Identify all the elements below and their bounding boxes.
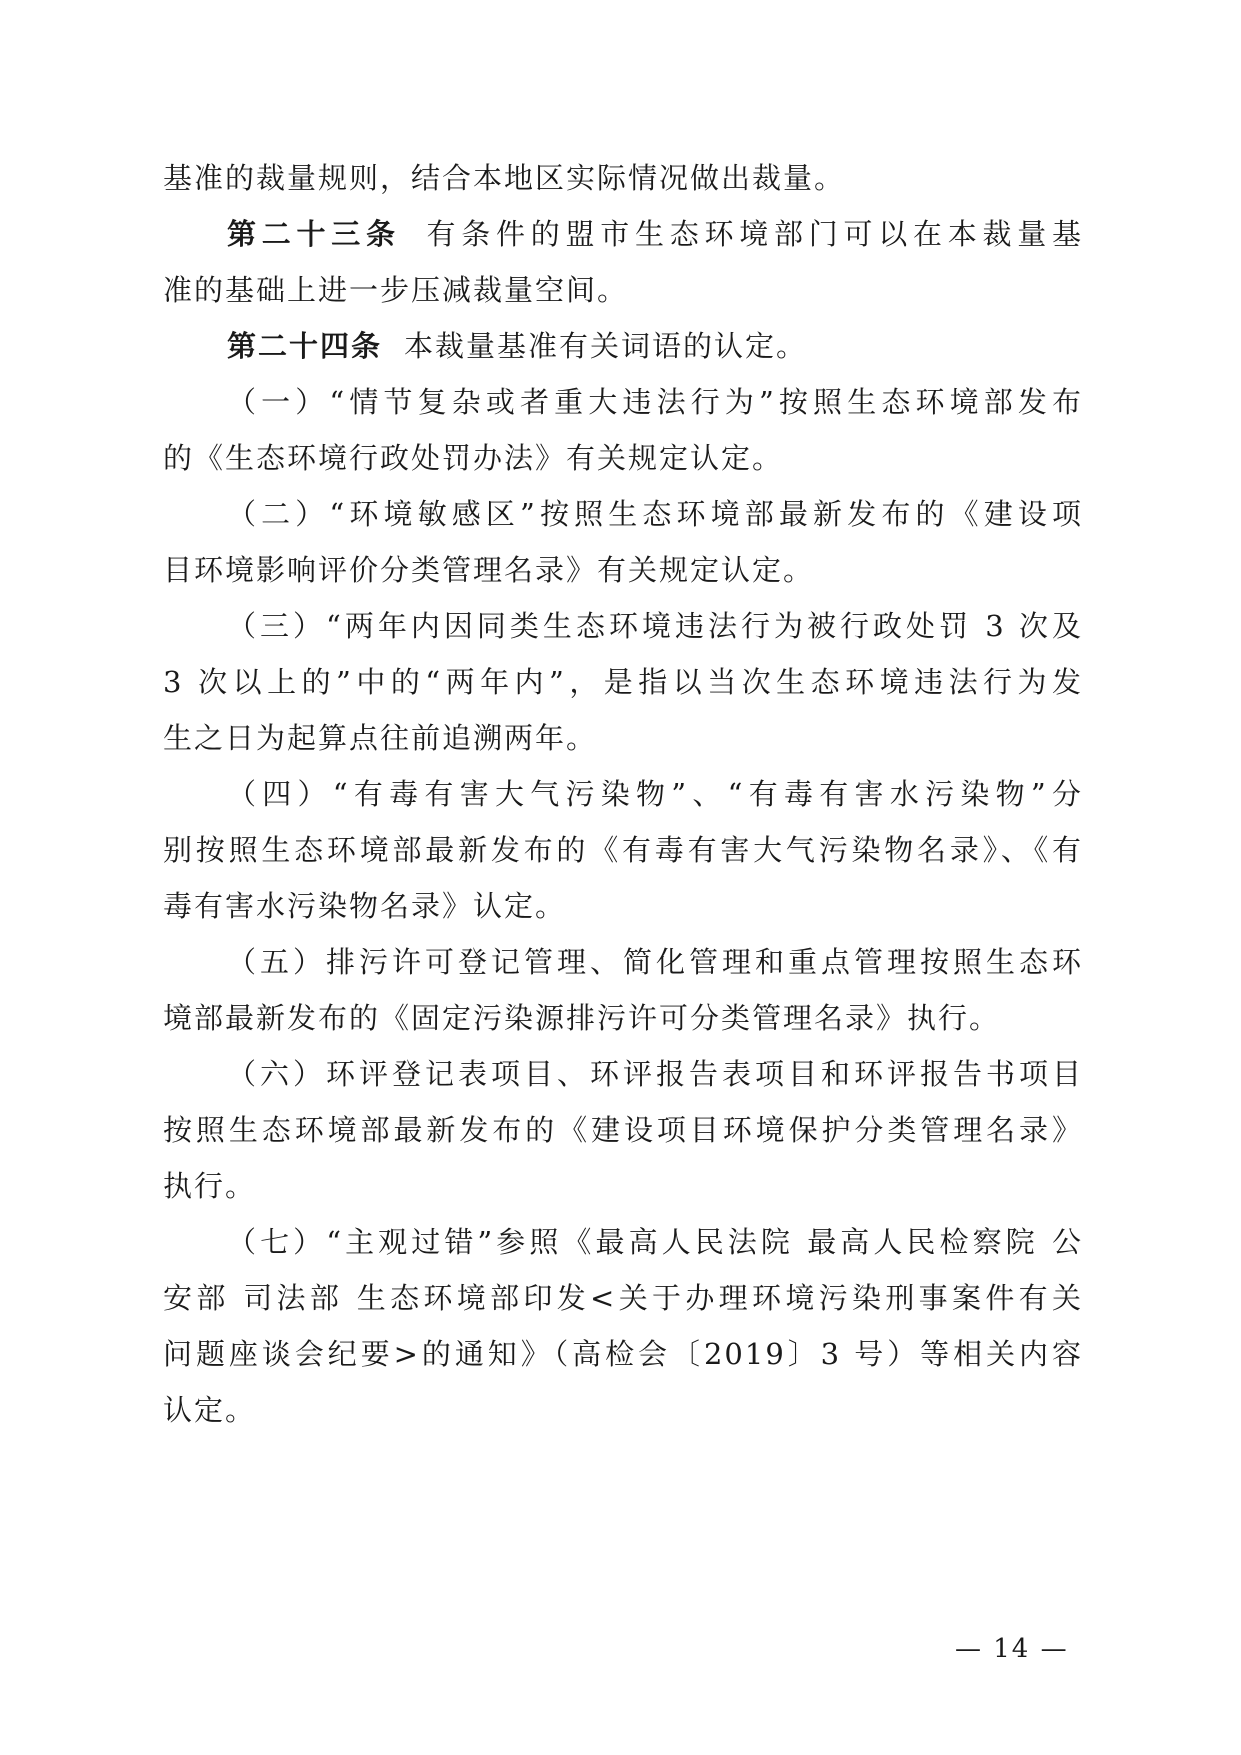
text-line bbox=[163, 437, 1083, 479]
text-line bbox=[163, 717, 1083, 759]
article-heading: 第二十三条 bbox=[227, 217, 401, 251]
line-text: 认定。 bbox=[163, 1393, 257, 1427]
text-line bbox=[163, 157, 1083, 199]
text-line bbox=[163, 269, 1083, 311]
text-line bbox=[163, 605, 1083, 647]
text-line bbox=[163, 493, 1083, 535]
line-text: 问题座谈会纪要>的通知》（高检会〔2019〕3 号）等相关内容 bbox=[163, 1337, 1083, 1371]
text-line bbox=[163, 773, 1083, 815]
text-line bbox=[163, 1389, 1083, 1431]
text-line bbox=[163, 1333, 1083, 1375]
line-text: （四）“有毒有害大气污染物”、“有毒有害水污染物”分 bbox=[227, 777, 1083, 811]
line-text: （五）排污许可登记管理、简化管理和重点管理按照生态环 bbox=[227, 945, 1083, 979]
line-text: 生之日为起算点往前追溯两年。 bbox=[163, 721, 598, 755]
line-text: 境部最新发布的《固定污染源排污许可分类管理名录》执行。 bbox=[163, 1001, 1001, 1035]
line-text: 别按照生态环境部最新发布的《有毒有害大气污染物名录》、《有 bbox=[163, 833, 1083, 867]
line-text: 毒有害水污染物名录》认定。 bbox=[163, 889, 567, 923]
line-text: 按照生态环境部最新发布的《建设项目环境保护分类管理名录》 bbox=[163, 1113, 1083, 1147]
line-text: 执行。 bbox=[163, 1169, 257, 1203]
text-line bbox=[163, 885, 1083, 927]
line-text: 目环境影响评价分类管理名录》有关规定认定。 bbox=[163, 553, 815, 587]
line-text: 安部 司法部 生态环境部印发<关于办理环境污染刑事案件有关 bbox=[163, 1281, 1083, 1315]
article-heading: 第二十四条 bbox=[227, 329, 383, 363]
text-line bbox=[163, 661, 1083, 703]
text-line bbox=[163, 549, 1083, 591]
line-text: （一）“情节复杂或者重大违法行为”按照生态环境部发布 bbox=[227, 385, 1083, 419]
article-24-line bbox=[163, 325, 1083, 367]
page-number: — 14 — bbox=[955, 1634, 1069, 1664]
text-line bbox=[163, 1221, 1083, 1263]
article-23-line bbox=[163, 213, 1083, 255]
text-line bbox=[163, 1053, 1083, 1095]
line-text: 的《生态环境行政处罚办法》有关规定认定。 bbox=[163, 441, 784, 475]
line-text: （六）环评登记表项目、环评报告表项目和环评报告书项目 bbox=[227, 1057, 1083, 1091]
text-line bbox=[163, 1165, 1083, 1207]
line-text: 有条件的盟市生态环境部门可以在本裁量基 bbox=[422, 217, 1083, 251]
text-line bbox=[163, 997, 1083, 1039]
text-line bbox=[163, 1109, 1083, 1151]
line-text: 3 次以上的”中的“两年内”，是指以当次生态环境违法行为发 bbox=[163, 665, 1083, 699]
line-text: （三）“两年内因同类生态环境违法行为被行政处罚 3 次及 bbox=[227, 609, 1083, 643]
text-line bbox=[163, 381, 1083, 423]
text-line bbox=[163, 829, 1083, 871]
line-text: 本裁量基准有关词语的认定。 bbox=[404, 329, 808, 363]
text-line bbox=[163, 941, 1083, 983]
line-text: 基准的裁量规则，结合本地区实际情况做出裁量。 bbox=[163, 161, 846, 195]
line-text: （七）“主观过错”参照《最高人民法院 最高人民检察院 公 bbox=[227, 1225, 1083, 1259]
line-text: （二）“环境敏感区”按照生态环境部最新发布的《建设项 bbox=[227, 497, 1083, 531]
line-text: 准的基础上进一步压减裁量空间。 bbox=[163, 273, 629, 307]
text-line bbox=[163, 1277, 1083, 1319]
